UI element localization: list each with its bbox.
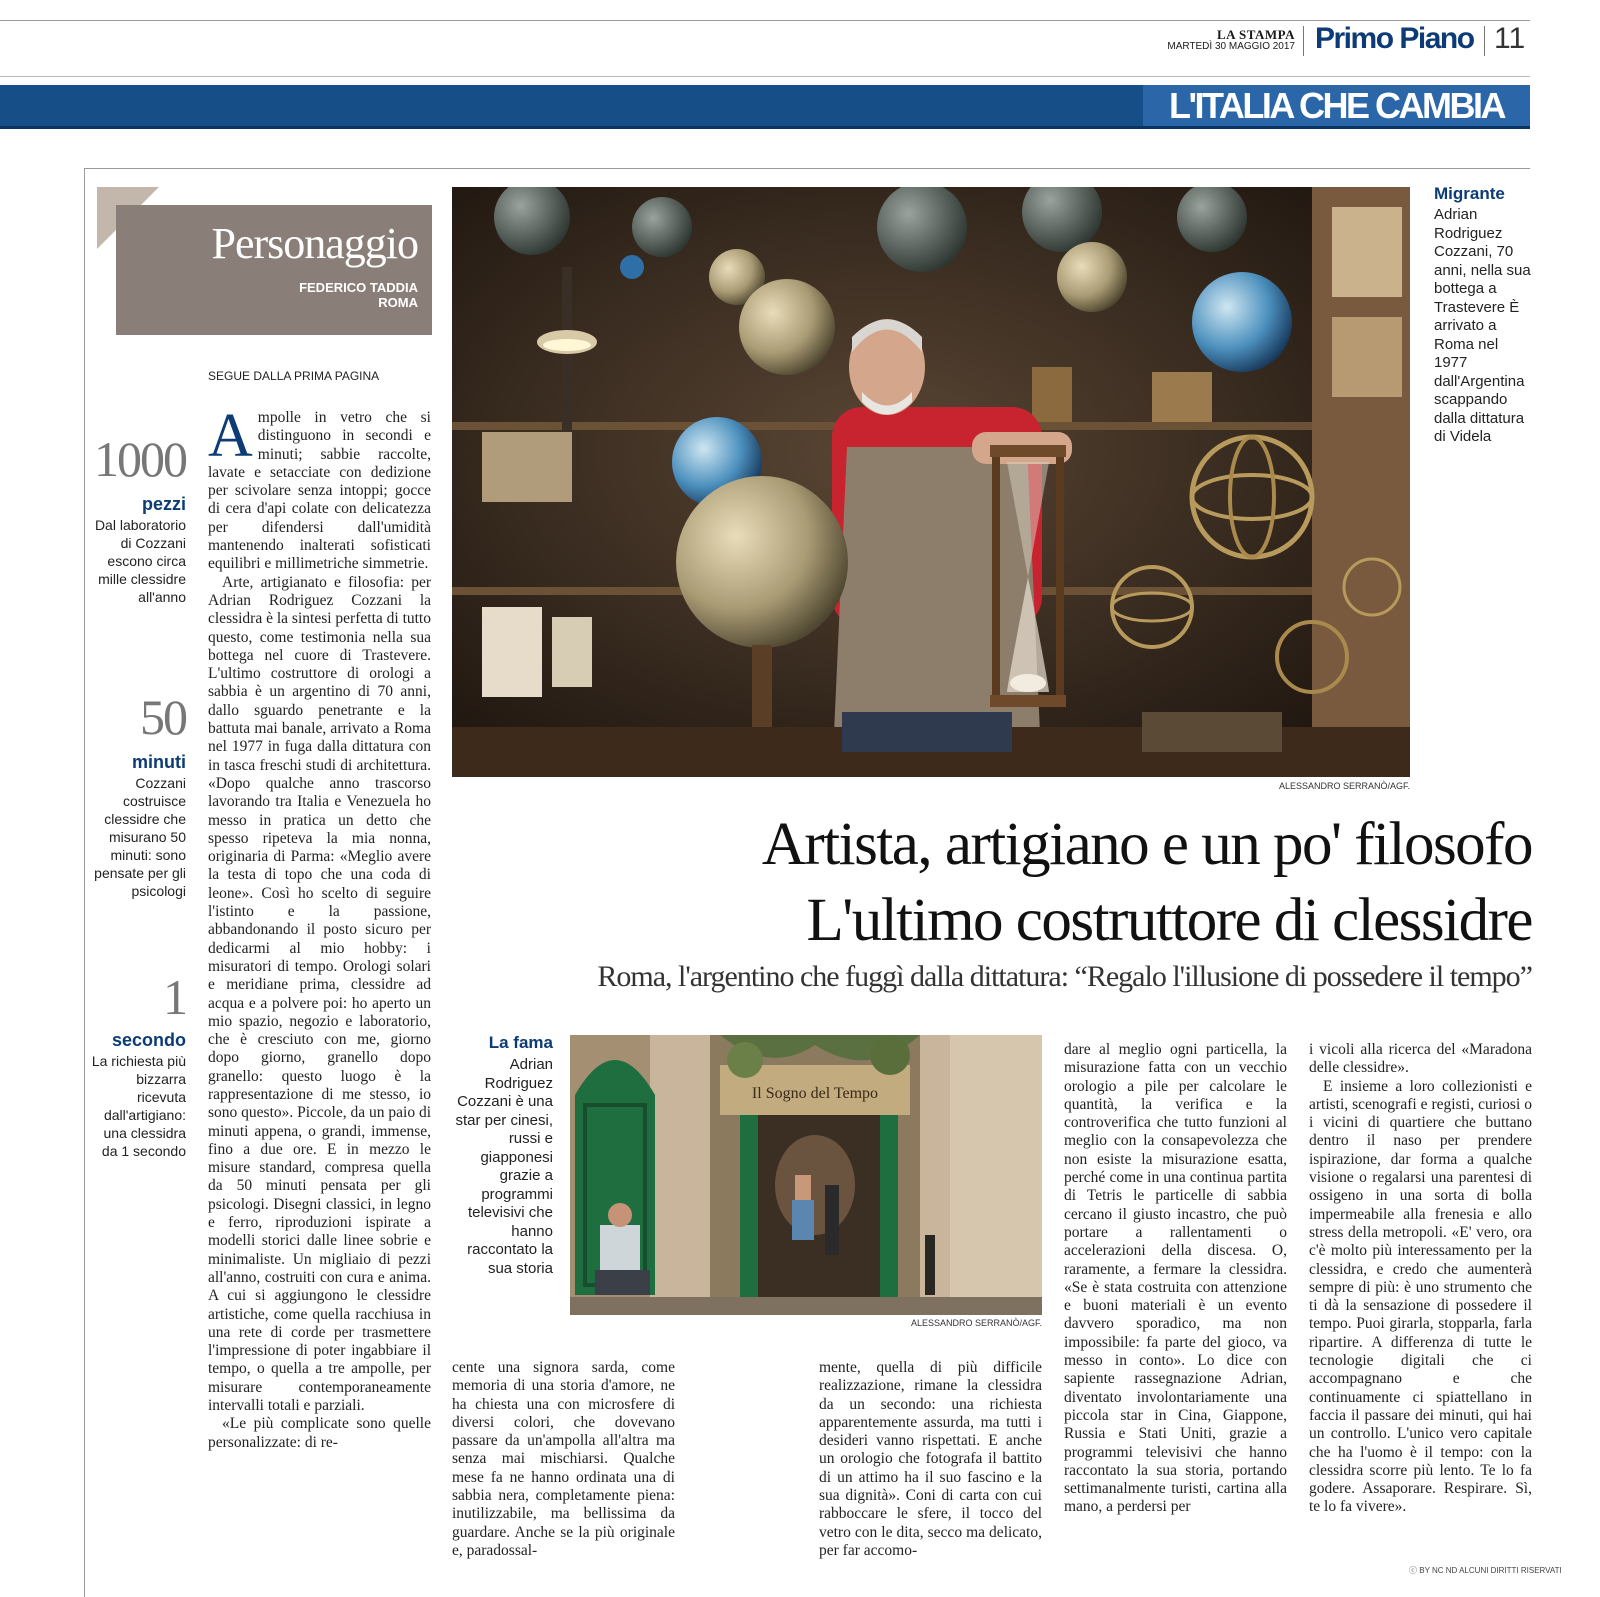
main-photo	[452, 187, 1410, 777]
storefront-photo	[570, 1035, 1042, 1315]
caption-heading: La fama	[488, 1033, 553, 1052]
header-divider	[1484, 26, 1485, 56]
article-paragraph: mpolle in vetro che si distinguono in secondi e minuti; sabbie raccolte, lavate e setacciate con dedizione per scivolare senza intoppi; gocce di cera d'api colate con delicatezza per difendersi dall'umidità mantenendo inalterati sofisticati equilibri e millimetriche simmetrie.	[208, 409, 431, 573]
author-name: FEDERICO TADDIA	[299, 280, 418, 295]
article-frame-left	[84, 168, 85, 1597]
band-label: L'ITALIA CHE CAMBIA	[1143, 85, 1530, 126]
article-frame-top	[84, 168, 1530, 169]
storefront-image	[570, 1035, 1042, 1315]
article-paragraph: Arte, artigianato e filosofia: per Adrian Rodriguez Cozzani la clessidra è la sintesi perfetta di tutto questo, come testimonia nella sua bottega nel cuore di Trastevere. L'ultimo costruttore di orologi a sabbia è un argentino di 70 anni, dallo sguardo penetrante e la battuta mai banale, arrivato a Roma nel 1977 in fuga dalla dittatura con in tasca freschi studi di architettura. «Dopo qualche anno trascorso lavorando tra Italia e Venezuela ho messo in pratica un detto che spesso ripeteva la mia nonna, originaria di Parma: «Meglio avere la testa di topo che una coda di leone». Così ho scelto di seguire l'istinto e la passione, abbandonando il posto sicuro per dedicarmi al mio hobby: i misuratori di tempo. Orologi solari e meridiane prima, clessidre ad acqua e a polvere poi: ho aperto un mio spazio, negozio e laboratorio, che è cresciuto con me, giorno dopo giorno, granello dopo granello: questo luogo è la rappresentazione di me stesso, io sono questo». Piccole, da un paio di minuti appena, o grandi, immense, fino a due ore. E in mezzo le misure standard, compresa quella da 50 minuti pensata per gli psicologi. Disegni classici, in legno e ferro, riproduzioni ispirate a modelli storici dalle linee sobrie e minimaliste. Un migliaio di pezzi all'anno, costruiti con cura e anima. A cui si aggiungono le clessidre artistiche, come quella racchiusa in una rete di corde per trasmettere l'impressione di poter ingabbiare il tempo, o quella a tre ampolle, per misurare contemporaneamente intervalli totali e parziali.	[208, 573, 431, 1415]
article-paragraph: «Le più complicate sono quelle personalizzate: di re-	[208, 1415, 431, 1451]
article-paragraph: i vicoli alla ricerca del «Maradona delle clessidre».	[1309, 1041, 1532, 1077]
rubric-box	[116, 205, 432, 335]
stat-number: 1000	[94, 431, 186, 487]
photo-credit: ALESSANDRO SERRANÒ/AGF.	[910, 1318, 1042, 1328]
headline-line-2: L'ultimo costruttore di clessidre	[806, 887, 1532, 954]
photo-credit: ALESSANDRO SERRANÒ/AGF.	[1278, 781, 1410, 791]
rubric-title: Personaggio	[211, 219, 418, 268]
stat-number: 1	[163, 969, 186, 1025]
top-rule	[0, 20, 1530, 21]
article-paragraph: cente una signora sarda, come memoria di una storia d'amore, ne ha chiesta una con microsfere di diversi colori, che dovevano passare da un'ampolla all'altra ma senza mai mischiarsi. Qualche mese fa ne hanno ordinata una di sabbia nera, completamente piena: inutilizzabile, ma bellissima da guardare. Anche se la più originale e, paradossal-	[452, 1359, 675, 1559]
stat-unit: secondo	[111, 1030, 186, 1050]
shop-sign: Il Sogno del Tempo	[751, 1085, 879, 1102]
article-paragraph: mente, quella di più difficile realizzazione, rimane la clessidra da un secondo: una richiesta apparentemente assurda, ma tutti i desideri vanno rispettati. E anche un orologio che fotografa il battito di un attimo ha il suo fascino e la sua dignità». Coni di carta con cui rabboccare le sfere, il tocco del vetro con le dita, secco ma delicato, per far accomo-	[819, 1359, 1042, 1559]
license-text: BY NC ND ALCUNI DIRITTI RISERVATI	[1419, 1566, 1562, 1575]
caption-text: Adrian Rodriguez Cozzani, 70 anni, nella sua bottega a Trastevere È arrivato a Roma nel 1977 dall'Argentina scappando dalla dittatura di Videla	[1434, 206, 1531, 445]
shop-interior-image	[452, 187, 1410, 777]
stat-text: Dal laboratorio di Cozzani escono circa mille clessidre all'anno	[94, 517, 186, 605]
stat-text: La richiesta più bizzarra ricevuta dall'artigiano: una clessidra da 1 secondo	[91, 1053, 186, 1159]
masthead	[1140, 28, 1295, 53]
cc-icon: ⓒ	[1409, 1566, 1417, 1575]
stat-number: 50	[140, 689, 186, 745]
article-column-3	[819, 1359, 1042, 1560]
dateline-city: ROMA	[378, 295, 418, 310]
article-paragraph: E insieme a loro collezionisti e artisti, scenografi e registi, curiosi o i vicini di quartiere che buttano dentro il naso per prendere ispirazione, dar forma a qualche visione o regalarsi una parentesi di ossigeno in una sorta di bolla impermeabile alla frenesia e allo stress della metropoli. «E' vero, ora c'è molto più interessamento per la clessidra, e credo che aumenterà sempre di più: è uno strumento che ti dà la sensazione di possedere il tempo. Puoi girarla, stopparla, farla ripartire. A differenza di tutte le tecnologie digitali che ci accompagnano e che continuamente ci spiattellano in faccia il passare dei minuti, qui hai un controllo. L'unico vero capitale che ha l'uomo è il tempo: con la clessidra scorre più lento. Te lo fa godere. Assaporare. Respirare. Sì, te lo fa vivere».	[1309, 1077, 1532, 1516]
article-column-5	[1309, 1041, 1532, 1517]
article-column-2	[452, 1359, 675, 1560]
article-column-1	[208, 402, 431, 1452]
article-paragraph: dare al meglio ogni particella, la misurazione fatta con un vecchio orologio a pile per calcolare le quantità, la verifica e la controverifica che tutto funzioni al meglio con la consapevolezza che non esiste la misurazione esatta, perché come in una continua partita di Tetris le particelle di sabbia cercano il giusto incastro, che può portare a rallentamenti o accelerazioni della discesa. O, raramente, a fermare la clessidra. «Se è stata costruita con attenzione e buoni materiali è un evento davvero sporadico, ma non impossibile: fa parte del gioco, va messo in conto». Lo dice con sapiente rassegnazione Adrian, diventato involontariamente una piccola star in Cina, Giappone, Russia e Stati Uniti, grazie a programmi televisivi che hanno raccontato la sua storia, portando settimanalmente turisti, cartina alla mano, a perdersi per	[1064, 1041, 1287, 1516]
subheadline: Roma, l'argentino che fuggì dalla dittatura: “Regalo l'illusione di possedere il tempo”	[597, 960, 1532, 993]
article-column-4	[1064, 1041, 1287, 1517]
caption-text: Adrian Rodriguez Cozzani è una star per cinesi, russi e giapponesi grazie a programmi televisivi che hanno raccontato la sua storia	[455, 1056, 553, 1277]
header-rule	[0, 76, 1530, 77]
stat-unit: pezzi	[141, 494, 186, 514]
stat-unit: minuti	[132, 752, 186, 772]
caption-heading: Migrante	[1434, 184, 1505, 203]
newspaper-name: LA STAMPA	[1216, 27, 1295, 42]
stat-text: Cozzani costruisce clessidre che misurano 50 minuti: sono pensate per gli psicologi	[94, 775, 186, 899]
license-notice	[1409, 1565, 1562, 1576]
headline-line-1: Artista, artigiano e un po' filosofo	[761, 811, 1532, 878]
drop-cap: A	[208, 402, 253, 470]
issue-date: MARTEDÌ 30 MAGGIO 2017	[1167, 41, 1295, 52]
page-number: 11	[1494, 22, 1526, 55]
continued-from-front: SEGUE DALLA PRIMA PAGINA	[208, 369, 380, 383]
header-divider	[1303, 26, 1304, 56]
section-title: Primo Piano	[1315, 22, 1474, 55]
